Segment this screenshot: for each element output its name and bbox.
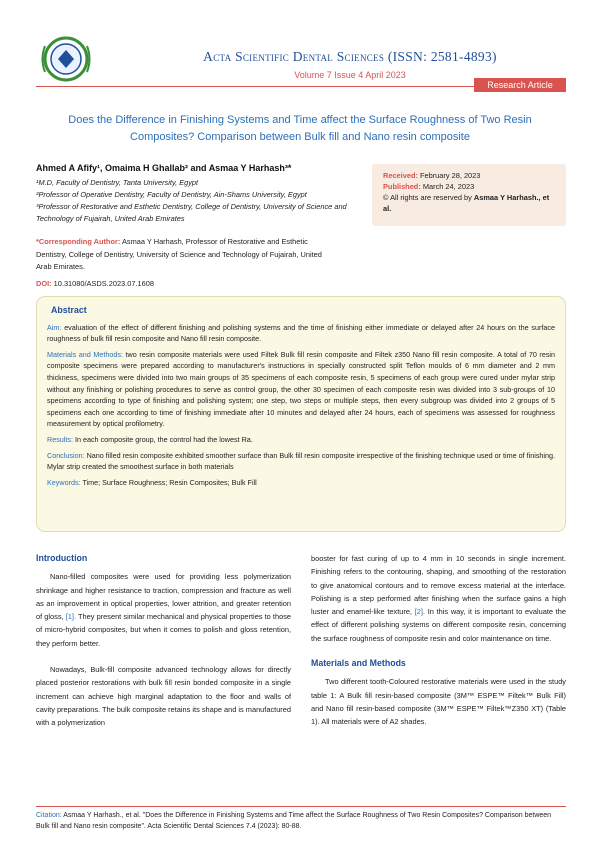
abstract-box — [36, 296, 566, 532]
abstract-methods — [47, 349, 555, 430]
citation-text: Asmaa Y Harhash., et al. "Does the Difference in Finishing Systems and Time affect the Surface Roughness of Two Resin Composites? Comparison between Bulk fill and Nano resin composite". Acta Scientific Dental Sciences 7.4 (2023): 80-88. — [36, 812, 552, 830]
citation-label: Citation: — [36, 812, 62, 819]
dates-box — [372, 164, 566, 226]
corresponding-author — [36, 236, 336, 274]
published-label: Published: — [383, 182, 421, 191]
keywords-label: Keywords: — [47, 477, 81, 487]
conclusion-text: Nano filled resin composite exhibited smoother surface than Bulk fill resin composite irrespective of the finishing technique used or time of finishing. Mylar strip created the smoothest surface in both materials — [47, 450, 556, 472]
published-date: March 24, 2023 — [422, 182, 475, 191]
aim-text: evaluation of the effect of different finishing and polishing systems and the time of finishing either immediate or delayed after 24 hours on the surface roughness of bulk fill resin composite and Nano fill resin composite. — [47, 322, 555, 344]
received-label: Received: — [383, 171, 418, 180]
journal-logo — [36, 34, 96, 84]
right-column — [311, 552, 566, 729]
rights-holder: Asmaa Y Harhash., et al. — [383, 193, 550, 213]
received-date: February 28, 2023 — [419, 171, 481, 180]
results-text: In each composite group, the control had the lowest Ra. — [74, 434, 253, 444]
right-paragraph-1 — [311, 552, 566, 645]
methods-paragraph: Two different tooth-Coloured restorative materials were used in the study table 1: A Bulk fill resin-based composite (3M™ ESPE™ Filtek™ Bulk Fill) and Nano fill resin-based composite (3M™ ESPE™ Filtek™Z350 XT) (Table 1). All materials were of A2 shades. — [311, 677, 566, 727]
journal-title: Acta Scientific Dental Sciences (ISSN: 2581-4893) — [203, 49, 497, 64]
issue-info: Volume 7 Issue 4 April 2023 — [294, 70, 406, 80]
results-label: Results: — [47, 434, 73, 444]
affiliation-2: ²Professor of Operative Dentistry, Faculty of Dentistry, Ain-Shams University, Egypt — [36, 190, 307, 199]
abstract-results — [47, 434, 555, 446]
aim-label: Aim: — [47, 322, 62, 332]
intro-paragraph-1 — [36, 570, 291, 650]
introduction-heading: Introduction — [36, 553, 88, 563]
author-list: Ahmed A Afify¹, Omaima H Ghallab² and Asmaa Y Harhash³* — [36, 163, 292, 173]
corresponding-label: *Corresponding Author: — [36, 237, 121, 246]
affiliation-3: ³Professor of Restorative and Esthetic Dentistry, College of Dentistry, University of Science and Technology of Fujairah, United Arab Emirates — [36, 202, 347, 223]
conclusion-label: Conclusion: — [47, 450, 85, 460]
intro-p1-text-b: They present similar mechanical and physical properties to those of micro-hybrid composites, but when it comes to polish and gloss retention, they perform better. — [36, 612, 292, 648]
doi — [36, 279, 154, 288]
methods-heading: Materials and Methods — [311, 658, 406, 669]
right-p1-text-b: In this way, it is important to evaluate the effect of different polishing systems on different composite resin, concerning the surface roughness of composite resin and color maintenance on time. — [311, 607, 566, 643]
citation-link-1[interactable]: [1]. — [65, 612, 77, 622]
abstract-aim — [47, 322, 555, 345]
abstract-conclusion — [47, 450, 555, 473]
corresponding-text: Asmaa Y Harhash, Professor of Restorative and Esthetic Dentistry, College of Dentistry, University of Science and Technology of Fujairah, United Arab Emirates. — [36, 237, 322, 271]
methods-label: Materials and Methods: — [47, 349, 123, 359]
right-p1-text-a: booster for fast curing of up to 4 mm in 10 seconds in single increment. Finishing refers to the contouring, shaping, and smoothing of the restoration to give anatomical contours and to remove excess material at the interface. Polishing is a step performed after finishing when the surface gains a high luster and enamel-like texture, — [311, 554, 566, 617]
left-column — [36, 552, 291, 730]
paper-title: Does the Difference in Finishing Systems and Time affect the Surface Roughness of Two Resin Composites? Comparison between Bulk fill and Nano resin composite — [68, 114, 532, 143]
doi-label: DOI: — [36, 279, 52, 288]
citation-footer — [36, 810, 566, 832]
keywords-text: Time; Surface Roughness; Resin Composites; Bulk Fill — [82, 477, 257, 487]
affiliation-1: ¹M.D, Faculty of Dentistry, Tanta University, Egypt — [36, 178, 199, 187]
article-type-badge: Research Article — [474, 78, 566, 92]
rights-text: © All rights are reserved by — [383, 193, 472, 202]
abstract-heading: Abstract — [51, 305, 87, 315]
doi-value[interactable]: 10.31080/ASDS.2023.07.1608 — [53, 279, 154, 288]
abstract-keywords — [47, 477, 555, 489]
citation-link-2[interactable]: [2]. — [414, 607, 425, 617]
intro-p1-text-a: Nano-filled composites were used for providing less polymerization shrinkage and higher resistance to traction, compression and fracture as well as an improvement in optical properties, lower attrition, and greater retention of gloss, — [36, 572, 291, 622]
intro-paragraph-2: Nowadays, Bulk-fill composite advanced technology allows for directly placed posterior restorations with bulk fill resin bonded composite in a single increment can achieve high marginal adaptation to the floor and walls of cavity preparations. The bulk composite retains its shape and is manufactured with a polymerization — [36, 665, 291, 728]
methods-text: two resin composite materials were used Filtek Bulk fill resin composite and Filtek z350 Nano fill resin composite. A total of 70 resin composite specimens were prepared according to manufacturer's instructions in specially constructed split Teflon moulds of 6 mm diameter and 2 mm thickness, specimens were divided into two main groups of 35 specimens of each composite resin, 5 specimens of each group were cured under mylar strip without any finishing or polishing procedures to serve as control group, the other 30 specimen of each composite resin was divided into 3 sub-groups of 10 specimens according to type of finishing and polishing system; one step, two steps or multiple steps, then every subgroup was divided into 2 groups of 5 specimens each one according to time of finishing immediate after 10 minutes and delayed after 24 hours, each of specimens was assessed for roughness measurement by optical profilometry. — [47, 349, 556, 429]
footer-divider — [36, 806, 566, 807]
